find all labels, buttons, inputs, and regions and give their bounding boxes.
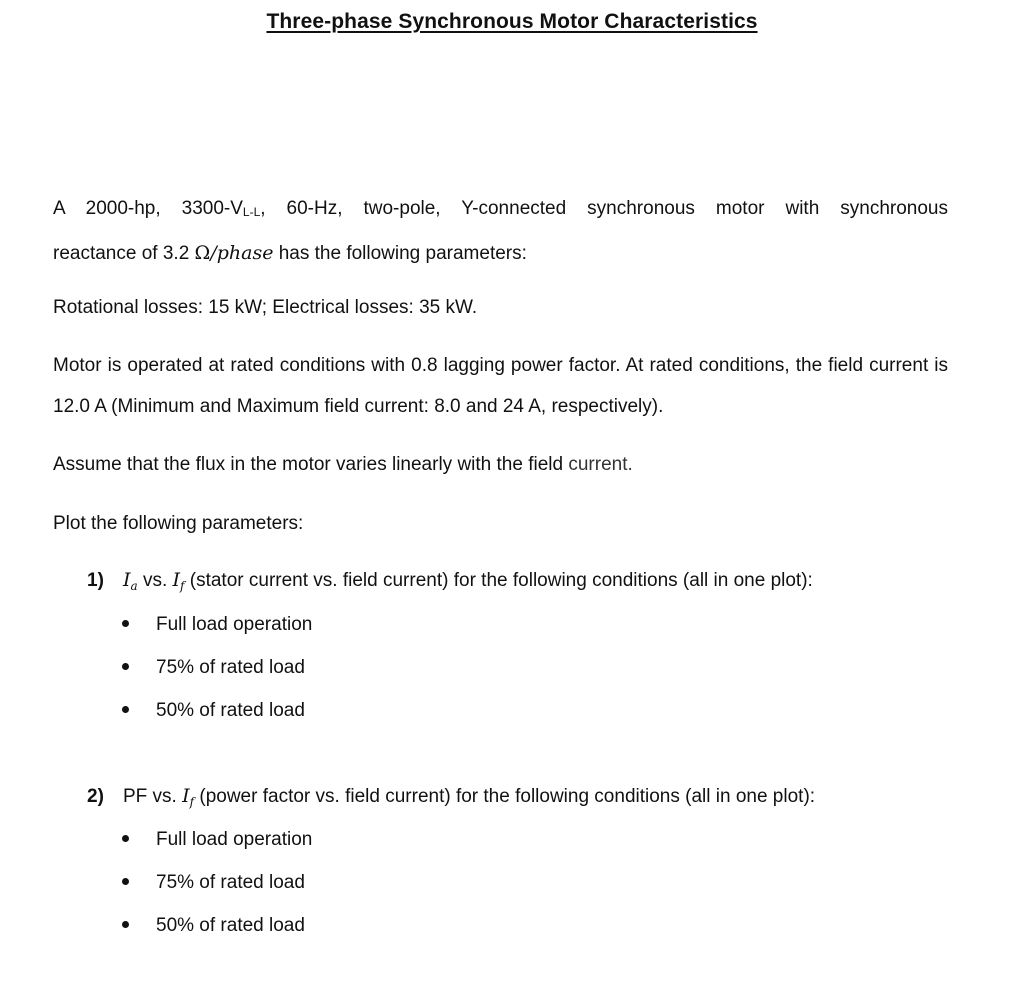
list-item	[122, 657, 305, 679]
phase-unit: /phase	[210, 242, 274, 264]
intro-text-2b: has the following parameters:	[273, 243, 527, 264]
assumption-paragraph	[53, 444, 948, 485]
bullet-icon	[122, 620, 129, 627]
voltage-subscript: L-L	[242, 205, 261, 219]
task-1-var-if: I	[172, 569, 181, 591]
task-1	[87, 569, 813, 593]
intro-text-2a: reactance of 3.2	[53, 243, 195, 264]
page-title: Three-phase Synchronous Motor Characteristics	[266, 10, 758, 33]
ohm-symbol: Ω	[194, 242, 211, 264]
list-item	[122, 829, 312, 851]
task-2-var-if: I	[182, 785, 190, 807]
bullet-icon	[122, 706, 129, 713]
intro-text-1a: A 2000-hp, 3300-V	[53, 198, 243, 219]
list-item	[122, 614, 312, 636]
task-1-number: 1)	[87, 570, 104, 591]
bullet-icon	[122, 663, 129, 670]
assumption-text: Assume that the flux in the motor varies linearly with the field	[53, 454, 569, 475]
task-1-var-ia: I	[123, 569, 131, 591]
bullet-icon	[122, 835, 129, 842]
task-2-sub-f: f	[189, 795, 195, 809]
intro-text-1b: , 60-Hz, two-pole, Y-connected synchronous motor with synchronous	[260, 198, 948, 219]
list-item	[122, 700, 305, 722]
task-2-number: 2)	[87, 786, 104, 807]
task-2-bullet-1: Full load operation	[156, 829, 313, 850]
list-item	[122, 872, 305, 894]
task-1-text: (stator current vs. field current) for the following conditions (all in one plot):	[184, 570, 813, 591]
losses-paragraph: Rotational losses: 15 kW; Electrical losses: 35 kW.	[53, 297, 478, 318]
intro-line-2	[53, 243, 527, 264]
task-1-bullet-1: Full load operation	[156, 614, 313, 635]
operation-paragraph: Motor is operated at rated conditions with 0.8 lagging power factor. At rated conditions, the field current is 12.0 A (Minimum and Maximum field current: 8.0 and 24 A, respectively).	[53, 355, 948, 417]
task-1-bullet-3: 50% of rated load	[156, 700, 305, 721]
task-2-bullet-2: 75% of rated load	[156, 872, 305, 893]
task-2-bullet-3: 50% of rated load	[156, 915, 305, 936]
task-1-bullet-2: 75% of rated load	[156, 657, 305, 678]
bullet-icon	[122, 921, 129, 928]
task-1-sub-f: f	[180, 579, 185, 593]
task-1-sub-a: a	[130, 579, 138, 593]
plot-intro: Plot the following parameters:	[53, 513, 304, 534]
task-2-lead: PF vs.	[123, 786, 183, 807]
task-2	[87, 785, 815, 809]
task-2-text: (power factor vs. field current) for the following conditions (all in one plot):	[194, 786, 816, 807]
task-1-vs: vs.	[137, 570, 173, 591]
intro-line-1	[53, 188, 948, 233]
assumption-text-end: current.	[568, 454, 633, 475]
list-item	[122, 915, 305, 937]
intro-paragraph	[53, 188, 948, 274]
bullet-icon	[122, 878, 129, 885]
